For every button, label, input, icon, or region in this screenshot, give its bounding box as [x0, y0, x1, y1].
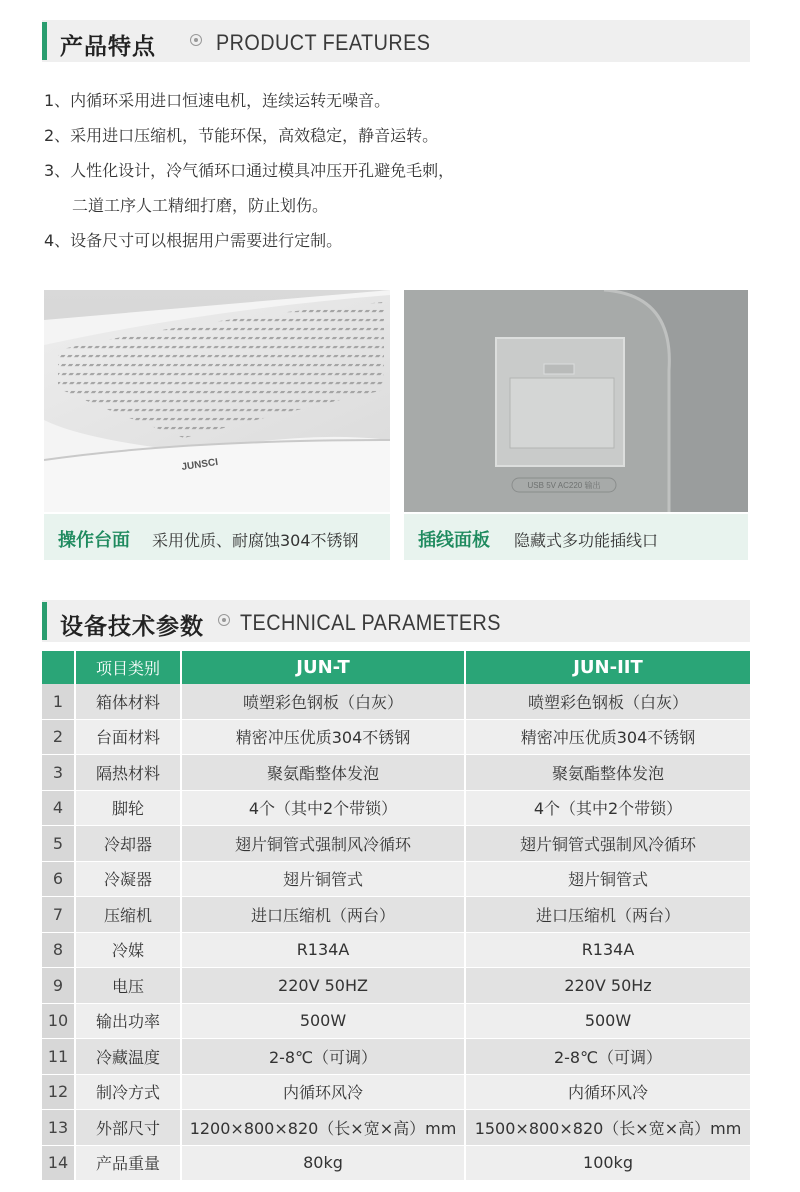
features-section-header	[42, 20, 750, 62]
row-number: 9	[42, 968, 76, 1004]
row-number: 14	[42, 1146, 76, 1182]
table-row	[42, 684, 750, 720]
row-value-model-b: 内循环风冷	[466, 1075, 750, 1111]
row-number: 13	[42, 1110, 76, 1146]
feature-item-continuation: 二道工序人工精细打磨，防止划伤。	[72, 196, 329, 215]
countertop-caption	[44, 514, 390, 560]
table-row	[42, 968, 750, 1004]
row-value-model-a: 喷塑彩色钢板（白灰）	[182, 684, 466, 720]
row-value-model-b: 聚氨酯整体发泡	[466, 755, 750, 791]
table-row	[42, 1146, 750, 1182]
accent-bar	[42, 22, 47, 60]
row-value-model-b: 4个（其中2个带锁）	[466, 791, 750, 827]
caption-key: 插线面板	[418, 530, 490, 551]
row-number: 1	[42, 684, 76, 720]
technical-parameters-table	[42, 651, 750, 1181]
row-item-name: 电压	[76, 968, 182, 1004]
feature-item: 3、人性化设计，冷气循环口通过模具冲压开孔避免毛刺，	[44, 161, 455, 180]
row-item-name: 箱体材料	[76, 684, 182, 720]
table-row	[42, 826, 750, 862]
row-value-model-a: 4个（其中2个带锁）	[182, 791, 466, 827]
table-row	[42, 791, 750, 827]
row-value-model-b: R134A	[466, 933, 750, 969]
row-number: 10	[42, 1004, 76, 1040]
params-title-en: TECHNICAL PARAMETERS	[240, 610, 501, 635]
params-section-header	[42, 600, 750, 642]
header-number-cell	[42, 651, 76, 684]
row-value-model-a: R134A	[182, 933, 466, 969]
caption-desc: 隐藏式多功能插线口	[514, 531, 659, 550]
row-value-model-a: 聚氨酯整体发泡	[182, 755, 466, 791]
row-number: 11	[42, 1039, 76, 1075]
header-category: 项目类别	[76, 651, 182, 684]
row-value-model-b: 精密冲压优质304不锈钢	[466, 720, 750, 756]
row-value-model-a: 80kg	[182, 1146, 466, 1182]
row-value-model-b: 喷塑彩色钢板（白灰）	[466, 684, 750, 720]
row-number: 6	[42, 862, 76, 898]
row-number: 5	[42, 826, 76, 862]
feature-item: 1、内循环采用进口恒速电机，连续运转无噪音。	[44, 91, 391, 110]
row-value-model-b: 1500×800×820（长×宽×高）mm	[466, 1110, 750, 1146]
row-value-model-b: 100kg	[466, 1146, 750, 1182]
feature-item: 4、设备尺寸可以根据用户需要进行定制。	[44, 231, 343, 250]
row-value-model-b: 翅片铜管式	[466, 862, 750, 898]
row-item-name: 制冷方式	[76, 1075, 182, 1111]
row-value-model-b: 翅片铜管式强制风冷循环	[466, 826, 750, 862]
row-value-model-a: 进口压缩机（两台）	[182, 897, 466, 933]
header-model-b: JUN-IIT	[466, 651, 750, 684]
circle-separator-icon	[218, 614, 230, 626]
circle-separator-icon	[190, 34, 202, 46]
row-number: 7	[42, 897, 76, 933]
row-number: 8	[42, 933, 76, 969]
row-value-model-a: 内循环风冷	[182, 1075, 466, 1111]
table-row	[42, 1075, 750, 1111]
row-value-model-a: 翅片铜管式强制风冷循环	[182, 826, 466, 862]
row-number: 4	[42, 791, 76, 827]
table-row	[42, 933, 750, 969]
row-value-model-a: 翅片铜管式	[182, 862, 466, 898]
row-value-model-b: 进口压缩机（两台）	[466, 897, 750, 933]
row-item-name: 脚轮	[76, 791, 182, 827]
row-value-model-b: 220V 50Hz	[466, 968, 750, 1004]
row-value-model-b: 500W	[466, 1004, 750, 1040]
row-item-name: 冷藏温度	[76, 1039, 182, 1075]
table-row	[42, 1004, 750, 1040]
row-item-name: 外部尺寸	[76, 1110, 182, 1146]
features-title-cn: 产品特点	[60, 34, 156, 60]
socket-panel-caption	[404, 514, 748, 560]
caption-desc: 采用优质、耐腐蚀304不锈钢	[152, 531, 359, 550]
row-number: 2	[42, 720, 76, 756]
table-row	[42, 720, 750, 756]
feature-item: 2、采用进口压缩机，节能环保，高效稳定，静音运转。	[44, 126, 439, 145]
table-row	[42, 897, 750, 933]
row-item-name: 台面材料	[76, 720, 182, 756]
usb-ac-label: USB 5V AC220 输出	[527, 481, 601, 490]
table-body	[42, 684, 750, 1181]
row-value-model-a: 220V 50HZ	[182, 968, 466, 1004]
row-item-name: 隔热材料	[76, 755, 182, 791]
row-number: 3	[42, 755, 76, 791]
junsci-logo: JUNSCI	[180, 456, 219, 473]
caption-key: 操作台面	[58, 530, 130, 551]
table-header-row	[42, 651, 750, 684]
row-item-name: 输出功率	[76, 1004, 182, 1040]
row-value-model-a: 1200×800×820（长×宽×高）mm	[182, 1110, 466, 1146]
table-row	[42, 755, 750, 791]
socket-panel-photo	[404, 290, 748, 512]
table-row	[42, 1039, 750, 1075]
row-value-model-a: 500W	[182, 1004, 466, 1040]
features-title-en: PRODUCT FEATURES	[216, 30, 431, 55]
accent-bar	[42, 602, 47, 640]
row-item-name: 冷凝器	[76, 862, 182, 898]
row-item-name: 产品重量	[76, 1146, 182, 1182]
row-value-model-a: 精密冲压优质304不锈钢	[182, 720, 466, 756]
row-item-name: 冷却器	[76, 826, 182, 862]
header-model-a: JUN-T	[182, 651, 466, 684]
countertop-photo	[44, 290, 390, 512]
row-value-model-b: 2-8℃（可调）	[466, 1039, 750, 1075]
table-row	[42, 862, 750, 898]
table-row	[42, 1110, 750, 1146]
features-list	[44, 88, 764, 263]
params-title-cn: 设备技术参数	[60, 614, 204, 640]
row-item-name: 压缩机	[76, 897, 182, 933]
row-item-name: 冷媒	[76, 933, 182, 969]
row-value-model-a: 2-8℃（可调）	[182, 1039, 466, 1075]
row-number: 12	[42, 1075, 76, 1111]
